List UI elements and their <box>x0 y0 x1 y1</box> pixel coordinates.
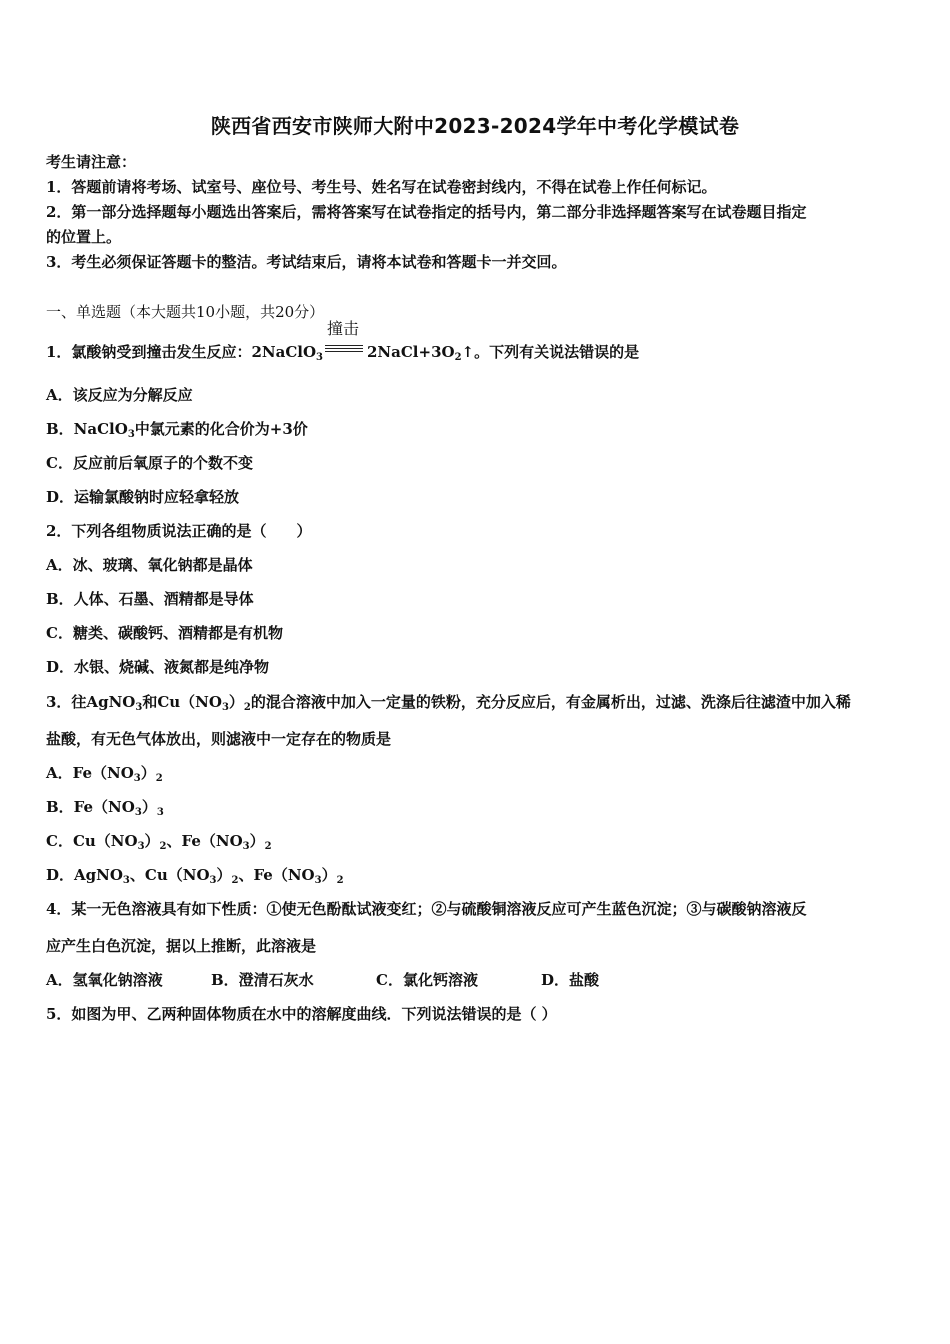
q3-opt-sub: 2 <box>264 841 272 852</box>
q4-option-c: C．氯化钙溶液 <box>376 971 478 989</box>
q1-option-b <box>46 419 308 439</box>
q2-option-a: A．冰、玻璃、氧化钠都是晶体 <box>46 556 253 574</box>
q3-opt-sub: 3 <box>134 807 142 818</box>
q4-option-b: B．澄清石灰水 <box>211 971 314 989</box>
question-5-stem: 5．如图为甲、乙两种固体物质在水中的溶解度曲线．下列说法错误的是（ ） <box>46 1005 557 1023</box>
q3-opt-part: D．AgNO <box>46 866 123 884</box>
q1-product: 2NaCl+3O <box>367 343 455 361</box>
q3-stem-part: 3．往AgNO <box>46 693 136 711</box>
notice-item-2-cont: 的位置上。 <box>46 228 122 246</box>
q1-option-b-pre: B．NaClO <box>46 420 128 438</box>
q3-opt-sub: 2 <box>159 841 167 852</box>
q1-reactant-sub: 3 <box>316 352 323 363</box>
q3-opt-part: ） <box>144 832 160 850</box>
notice-item-2: 2．第一部分选择题每小题选出答案后，需将答案写在试卷指定的括号内，第二部分非选择题答案写在试卷题目指定 <box>46 203 807 221</box>
q3-opt-part: 、Cu（NO <box>129 866 210 884</box>
q3-stem-part: 和Cu（NO <box>142 693 222 711</box>
q1-product-sub: 2 <box>454 352 462 363</box>
notice-item-1: 1．答题前请将考场、试室号、座位号、考生号、姓名写在试卷密封线内，不得在试卷上作任何标记。 <box>46 178 717 196</box>
q1-reactant: 2NaClO <box>251 343 317 361</box>
q3-stem-sub: 2 <box>243 702 251 713</box>
q3-opt-sub: 2 <box>231 875 239 886</box>
q3-opt-sub: 3 <box>209 875 217 886</box>
q3-opt-sub: 2 <box>336 875 344 886</box>
q3-opt-part: 、Fe（NO <box>166 832 243 850</box>
q1-option-b-sub: 3 <box>127 429 135 440</box>
q3-opt-part: ） <box>249 832 265 850</box>
q3-opt-part: 、Fe（NO <box>238 866 315 884</box>
question-3-stem-line1 <box>46 692 851 712</box>
q3-option-c <box>46 831 272 851</box>
section-heading: 一、单选题（本大题共10小题，共20分） <box>46 303 325 321</box>
q1-option-a: A．该反应为分解反应 <box>46 386 193 404</box>
q3-opt-part: ） <box>140 764 156 782</box>
q3-opt-sub: 3 <box>122 875 130 886</box>
q1-option-d: D．运输氯酸钠时应轻拿轻放 <box>46 488 240 506</box>
exam-title: 陕西省西安市陕师大附中2023-2024学年中考化学模试卷 <box>210 114 740 138</box>
q3-stem-sub: 3 <box>135 702 143 713</box>
q3-opt-sub: 2 <box>155 773 163 784</box>
q1-suffix: ↑。下列有关说法错误的是 <box>461 343 640 361</box>
reaction-condition: 撞击 <box>327 319 360 338</box>
q3-opt-part: A．Fe（NO <box>46 764 134 782</box>
notice-item-3: 3．考生必须保证答题卡的整洁。考试结束后，请将本试卷和答题卡一并交回。 <box>46 253 567 271</box>
question-4-stem-line1: 4．某一无色溶液具有如下性质：①使无色酚酞试液变红；②与硫酸铜溶液反应可产生蓝色沉淀；③与碳酸钠溶液反 <box>46 900 807 918</box>
q3-stem-part: 的混合溶液中加入一定量的铁粉，充分反应后，有金属析出，过滤、洗涤后往滤渣中加入稀 <box>250 693 851 711</box>
q3-opt-part: ） <box>216 866 232 884</box>
q3-option-d <box>46 865 344 885</box>
q3-opt-part: C．Cu（NO <box>46 832 138 850</box>
q3-opt-sub: 3 <box>133 773 141 784</box>
q1-prefix: 1．氯酸钠受到撞击发生反应： <box>46 343 252 361</box>
q3-opt-part: ） <box>141 798 157 816</box>
q4-option-d: D．盐酸 <box>541 971 600 989</box>
question-1-stem <box>46 319 640 363</box>
q2-option-c: C．糖类、碳酸钙、酒精都是有机物 <box>46 624 283 642</box>
reaction-arrow <box>325 319 365 359</box>
q3-option-a <box>46 763 163 783</box>
q3-opt-sub: 3 <box>242 841 250 852</box>
q3-opt-sub: 3 <box>156 807 164 818</box>
notice-heading: 考生请注意： <box>46 153 137 171</box>
q3-stem-sub: 3 <box>221 702 229 713</box>
q3-stem-part: ） <box>228 693 244 711</box>
q3-option-b <box>46 797 164 817</box>
q3-opt-sub: 3 <box>314 875 322 886</box>
q1-option-c: C．反应前后氧原子的个数不变 <box>46 454 253 472</box>
q2-option-b: B．人体、石墨、酒精都是导体 <box>46 590 254 608</box>
question-2-stem: 2．下列各组物质说法正确的是（ ） <box>46 522 312 540</box>
question-4-stem-line2: 应产生白色沉淀，据以上推断，此溶液是 <box>46 937 317 955</box>
q4-options-row <box>46 970 599 990</box>
q3-opt-sub: 3 <box>137 841 145 852</box>
q4-option-a: A．氢氧化钠溶液 <box>46 971 163 989</box>
q3-opt-part: B．Fe（NO <box>46 798 135 816</box>
q1-option-b-post: 中氯元素的化合价为+3价 <box>134 420 308 438</box>
q2-option-d: D．水银、烧碱、液氮都是纯净物 <box>46 658 270 676</box>
q3-opt-part: ） <box>321 866 337 884</box>
question-3-stem-line2: 盐酸，有无色气体放出，则滤液中一定存在的物质是 <box>46 730 392 748</box>
